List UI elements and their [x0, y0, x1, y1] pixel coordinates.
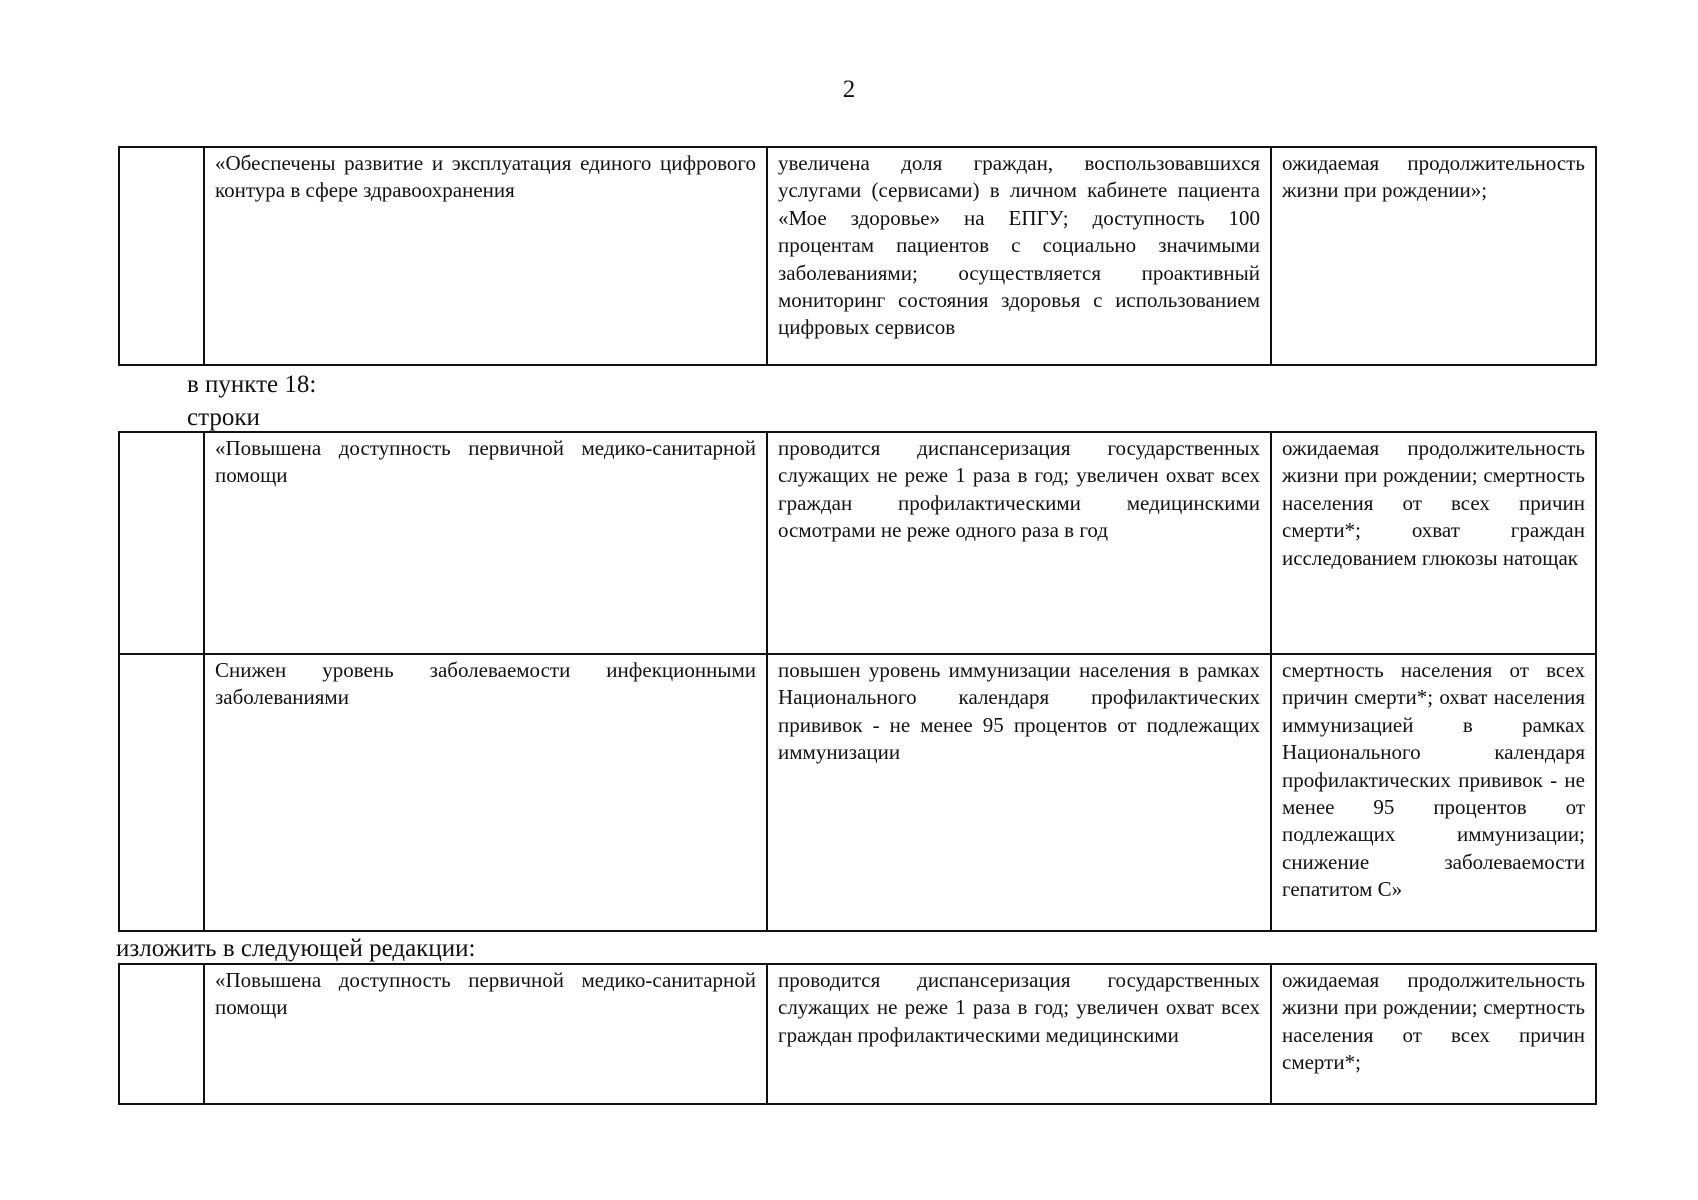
- goal-cell: [204, 147, 767, 365]
- table-row: [119, 432, 1596, 654]
- result-cell: [767, 147, 1271, 365]
- paragraph-rows: строки: [187, 404, 260, 431]
- result-cell: [767, 654, 1271, 931]
- goals-table-3: [118, 963, 1597, 1105]
- indicator-cell: [1271, 964, 1596, 1104]
- result-text: увеличена доля граждан, воспользовавшихся услугами (сервисами) в личном кабинете пациента «Мое здоровье» на ЕПГУ; доступность 100 процентам пациентов с социально значимыми заболеваниями; осуществляется проактивный мониторинг состояния здоровья с использованием цифровых сервисов: [778, 151, 1260, 340]
- result-text: проводится диспансеризация государственных служащих не реже 1 раза в год; увеличен охват всех граждан профилактическими медицинскими: [778, 968, 1260, 1047]
- result-text: проводится диспансеризация государственных служащих не реже 1 раза в год; увеличен охват всех граждан профилактическими медицинскими осмотрами не реже одного раза в год: [778, 436, 1260, 543]
- goal-cell: [204, 964, 767, 1104]
- goal-cell: [204, 432, 767, 654]
- goal-text: «Повышена доступность первичной медико-санитарной помощи: [215, 968, 756, 1020]
- paragraph-in-item-18: в пункте 18:: [187, 371, 317, 398]
- paragraph-new-edition: изложить в следующей редакции:: [116, 935, 476, 962]
- table-row: [119, 964, 1596, 1104]
- indicator-cell: [1271, 654, 1596, 931]
- table-row: [119, 147, 1596, 365]
- goal-text: «Обеспечены развитие и эксплуатация единого цифрового контура в сфере здравоохранения: [215, 151, 756, 203]
- goal-text: «Повышена доступность первичной медико-санитарной помощи: [215, 436, 756, 488]
- goal-text: Снижен уровень заболеваемости инфекционными заболеваниями: [215, 658, 756, 710]
- result-text: повышен уровень иммунизации населения в рамках Национального календаря профилактических прививок - не менее 95 процентов от подлежащих иммунизации: [778, 658, 1260, 765]
- row-number-cell: [119, 964, 204, 1104]
- goals-table-1: [118, 146, 1597, 366]
- result-cell: [767, 432, 1271, 654]
- indicator-text: ожидаемая продолжительность жизни при рождении»;: [1282, 151, 1585, 203]
- page-number: 2: [842, 76, 856, 103]
- indicator-cell: [1271, 147, 1596, 365]
- row-number-cell: [119, 432, 204, 654]
- indicator-text: ожидаемая продолжительность жизни при рождении; смертность населения от всех причин смерти*;: [1282, 968, 1585, 1075]
- goal-cell: [204, 654, 767, 931]
- row-number-cell: [119, 147, 204, 365]
- indicator-cell: [1271, 432, 1596, 654]
- indicator-text: ожидаемая продолжительность жизни при рождении; смертность населения от всех причин смерти*; охват граждан исследованием глюкозы натощак: [1282, 436, 1585, 570]
- indicator-text: смертность населения от всех причин смерти*; охват населения иммунизацией в рамках Национального календаря профилактических прививок - не менее 95 процентов от подлежащих иммунизации; снижение заболеваемости гепатитом С»: [1282, 658, 1585, 902]
- result-cell: [767, 964, 1271, 1104]
- row-number-cell: [119, 654, 204, 931]
- table-row: [119, 654, 1596, 931]
- goals-table-2: [118, 431, 1597, 932]
